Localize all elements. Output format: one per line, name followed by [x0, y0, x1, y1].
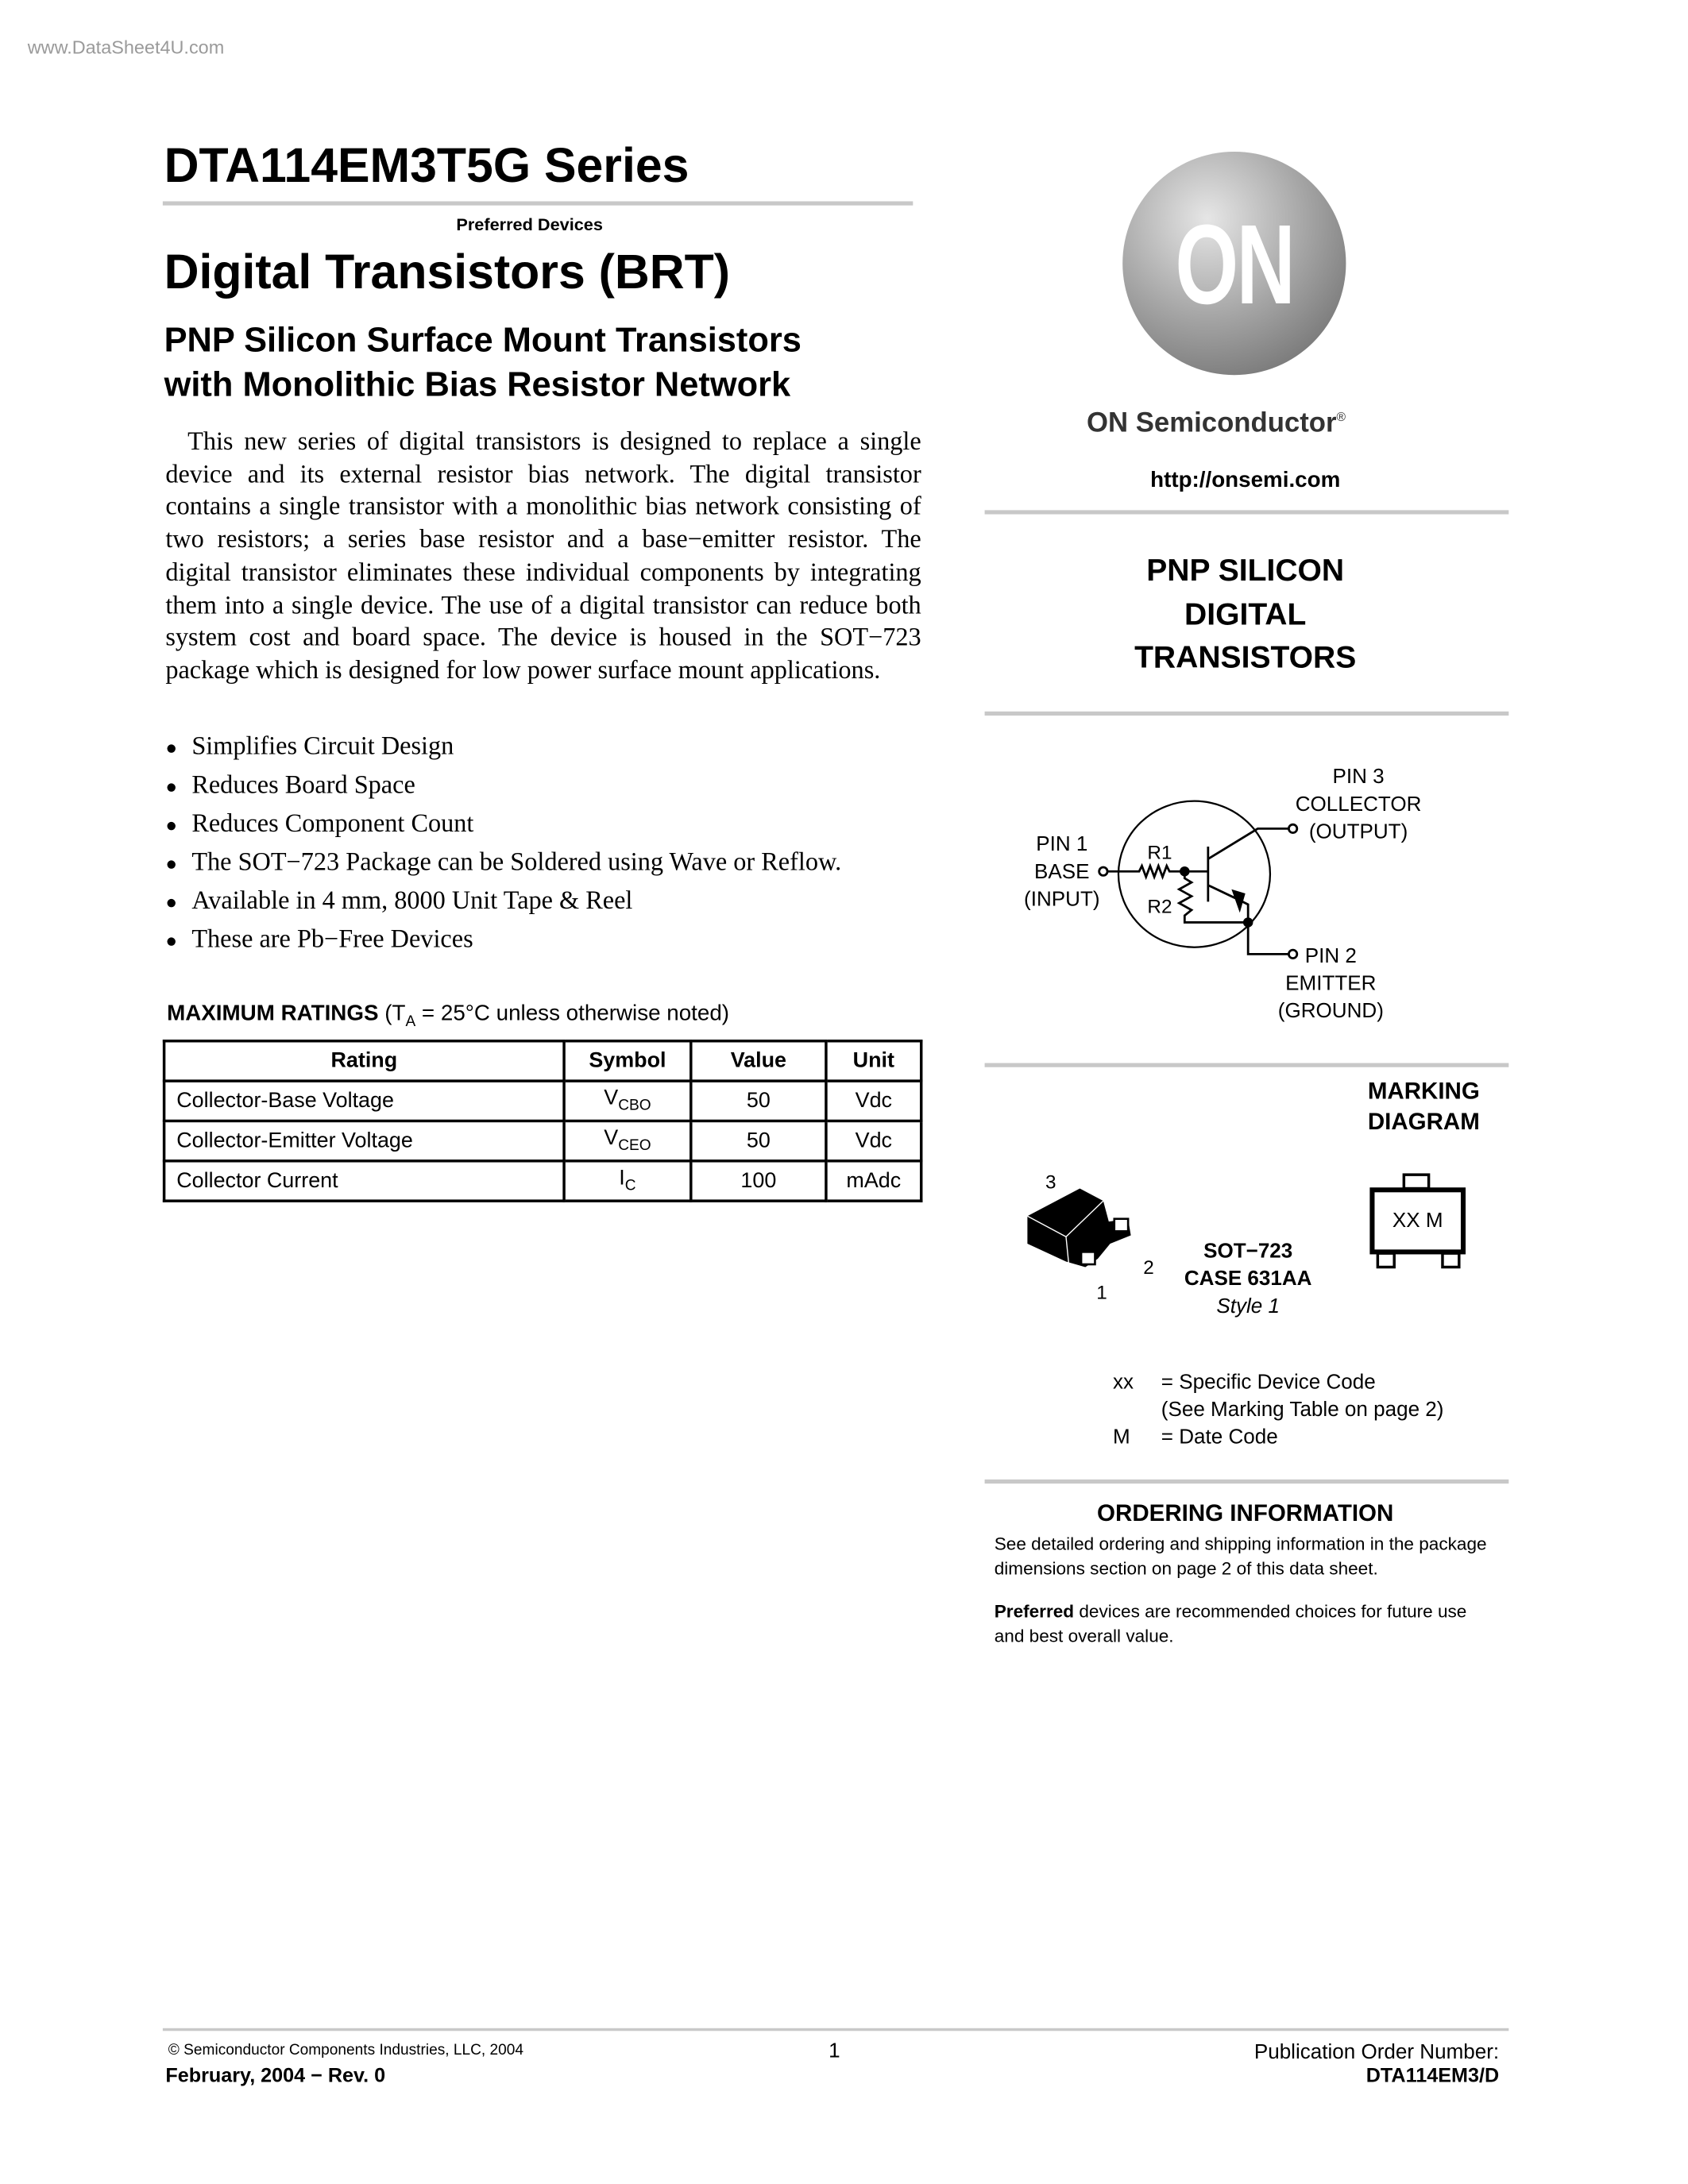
symbol-sub: CBO [618, 1098, 651, 1115]
cell-unit: Vdc [826, 1081, 921, 1121]
pin1-name: BASE [1034, 860, 1090, 884]
publication-label: Publication Order Number: [1253, 2040, 1500, 2064]
header-unit: Unit [826, 1041, 921, 1081]
marking-code: XX M [1392, 1209, 1443, 1233]
bullet-icon: ● [165, 736, 178, 758]
pin3-label: PIN 3 [1332, 765, 1385, 789]
cell-rating: Collector Current [164, 1161, 564, 1201]
copyright: © Semiconductor Components Industries, LLC, 2004 [168, 2042, 523, 2059]
series-title: DTA114EM3T5G Series [164, 139, 689, 194]
symbol-main: V [604, 1086, 619, 1111]
package-style: Style 1 [1216, 1295, 1280, 1318]
subtitle-line1: PNP Silicon Surface Mount Transistors [164, 321, 802, 361]
registered-mark: ® [1336, 410, 1346, 424]
r1-label: R1 [1147, 841, 1172, 863]
feature-text: Reduces Board Space [191, 770, 415, 800]
pin2-label: PIN 2 [1304, 944, 1357, 968]
main-title: Digital Transistors (BRT) [164, 245, 730, 299]
subtitle-line2: with Monolithic Bias Resistor Network [164, 365, 791, 404]
ordering-title: ORDERING INFORMATION [1097, 1499, 1394, 1526]
legend-key: xx [1113, 1370, 1134, 1395]
max-ratings-title: MAXIMUM RATINGS [167, 1002, 379, 1026]
on-logo-text: ON [1175, 203, 1294, 329]
device-type-line2: DIGITAL [1184, 596, 1307, 632]
ordering-line2: dimensions section on page 2 of this data sheet. [994, 1557, 1378, 1579]
bullet-icon: ● [165, 929, 178, 951]
cell-unit: mAdc [826, 1161, 921, 1201]
cell-rating: Collector-Base Voltage [164, 1081, 564, 1121]
header-value: Value [691, 1041, 826, 1081]
preferred-note-line2: and best overall value. [994, 1625, 1174, 1646]
r2-label: R2 [1147, 894, 1172, 917]
company-text: ON Semiconductor [1087, 407, 1337, 439]
pin2-number: 2 [1143, 1256, 1154, 1279]
feature-text: The SOT−723 Package can be Soldered using Wave or Reflow. [191, 847, 842, 878]
pin2-role: (GROUND) [1277, 999, 1384, 1024]
device-type-line1: PNP SILICON [1146, 553, 1345, 588]
legend-desc: = Date Code [1161, 1426, 1278, 1449]
pin1-role: (INPUT) [1024, 888, 1100, 912]
symbol-main: V [604, 1127, 619, 1151]
description-paragraph: This new series of digital transistors is designed to replace a single device and its external resistor bias network. The digital transistor contains a single transistor with a monolithic bias network consisting of two resistors; a series base resistor and a base−emitter resistor. The digital transistor eliminates these individual components by integrating them into a single device. The use of a digital transistor can reduce both system cost and board space. The device is housed in the SOT−723 package which is designed for low power surface mount applications. [165, 427, 921, 685]
pin3-name: COLLECTOR [1295, 793, 1422, 816]
package-name: SOT−723 [1203, 1239, 1293, 1264]
preferred-rest: devices are recommended choices for future use [1074, 1600, 1467, 1622]
cell-value: 50 [691, 1121, 826, 1160]
cell-value: 50 [691, 1081, 826, 1121]
feature-text: Simplifies Circuit Design [191, 731, 454, 762]
bullet-icon: ● [165, 774, 178, 797]
pin3-number: 3 [1045, 1170, 1056, 1193]
pin1-label: PIN 1 [1036, 832, 1088, 857]
header-rating: Rating [164, 1041, 564, 1081]
feature-text: Available in 4 mm, 8000 Unit Tape & Reel [191, 886, 633, 916]
publication-number: DTA114EM3/D [1365, 2065, 1500, 2088]
pin1-number: 1 [1096, 1280, 1107, 1303]
cell-unit: Vdc [826, 1121, 921, 1160]
feature-text: These are Pb−Free Devices [191, 924, 473, 955]
legend-desc: = Specific Device Code [1161, 1370, 1376, 1395]
date-revision: February, 2004 − Rev. 0 [165, 2065, 386, 2088]
cond-suffix: = 25°C unless otherwise noted) [415, 1002, 730, 1026]
preferred-bold: Preferred [994, 1600, 1075, 1622]
symbol-main: I [619, 1167, 625, 1191]
device-type-line3: TRANSISTORS [1134, 639, 1357, 674]
bullet-icon: ● [165, 890, 178, 913]
preferred-note-line1 [995, 1602, 1467, 1620]
preferred-devices-label: Preferred Devices [456, 214, 603, 235]
symbol-sub: CEO [618, 1138, 651, 1156]
feature-text: Reduces Component Count [191, 809, 474, 839]
pin2-name: EMITTER [1285, 971, 1377, 996]
page-number: 1 [829, 2039, 840, 2063]
symbol-sub: C [624, 1178, 636, 1195]
legend-desc: (See Marking Table on page 2) [1161, 1398, 1444, 1422]
marking-title-line1: MARKING [1367, 1078, 1480, 1105]
footer-divider [163, 2028, 1508, 2031]
bullet-icon: ● [165, 813, 178, 836]
divider [985, 1480, 1509, 1484]
bullet-icon: ● [165, 851, 178, 874]
ordering-line1: See detailed ordering and shipping information in the package [994, 1533, 1487, 1554]
cond-sub: A [405, 1013, 416, 1031]
cond-prefix: (T [384, 1002, 406, 1026]
watermark-link[interactable]: www.DataSheet4U.com [27, 37, 225, 58]
case-number: CASE 631AA [1184, 1267, 1312, 1291]
pin3-role: (OUTPUT) [1308, 820, 1408, 844]
website-link[interactable]: http://onsemi.com [1150, 469, 1341, 492]
cell-rating: Collector-Emitter Voltage [164, 1121, 564, 1160]
marking-title-line2: DIAGRAM [1367, 1108, 1480, 1135]
header-symbol: Symbol [564, 1041, 691, 1081]
cell-value: 100 [691, 1161, 826, 1201]
legend-key: M [1113, 1426, 1130, 1449]
